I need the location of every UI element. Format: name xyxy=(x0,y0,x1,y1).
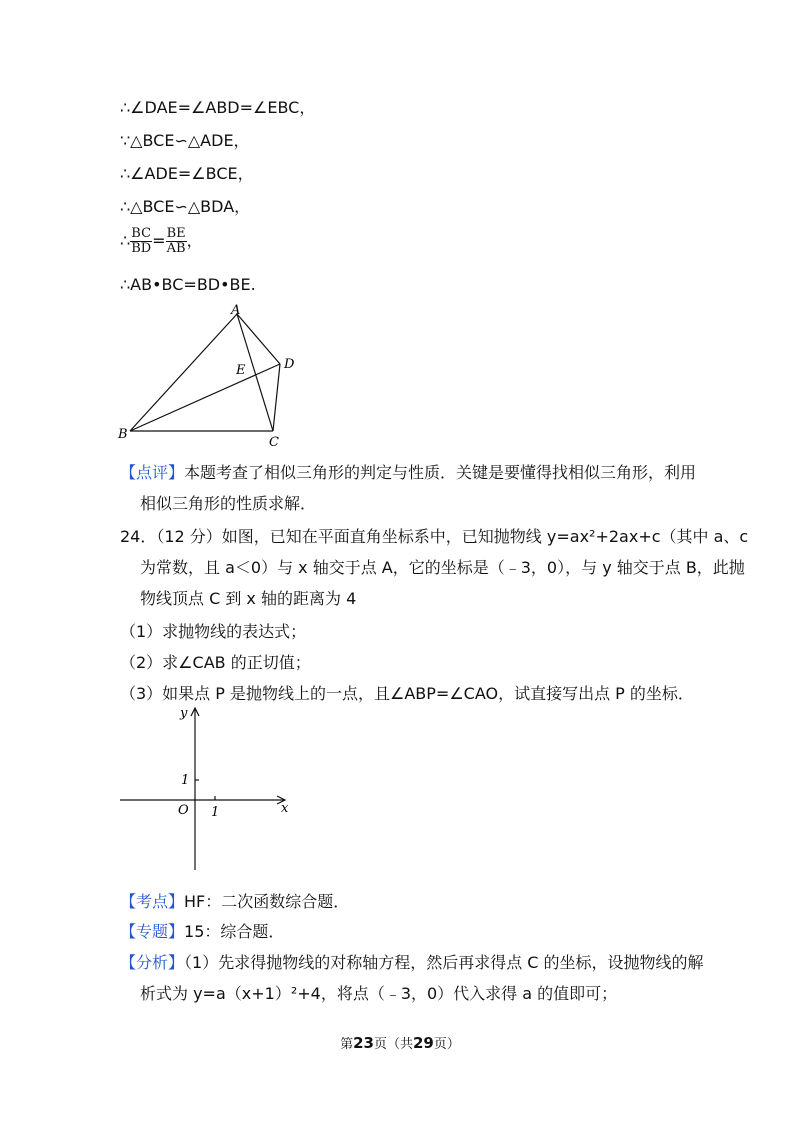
zhuanti-line xyxy=(120,922,284,942)
segment-ad xyxy=(237,314,280,364)
fraction-denominator: AB xyxy=(166,241,186,256)
comment-text-1: 本题考查了相似三角形的判定与性质．关键是要懂得找相似三角形，利用 xyxy=(184,463,697,482)
origin-label: O xyxy=(178,803,189,818)
segment-ab xyxy=(130,314,237,431)
fraction-bc-bd xyxy=(130,227,152,256)
comment-tag: 【点评】 xyxy=(120,463,185,482)
proof-line-6: ∴AB•BC=BD•BE. xyxy=(120,275,256,294)
point-c-label: C xyxy=(269,435,279,450)
x-axis-label: x xyxy=(281,801,289,816)
point-d-label: D xyxy=(284,357,295,372)
point-a-label: A xyxy=(231,303,241,318)
footer-suffix: 页） xyxy=(433,1037,460,1052)
fraction-numerator: BE xyxy=(166,226,186,241)
kaodian-text: HF：二次函数综合题． xyxy=(184,892,350,911)
fenxi-line-2: 析式为 y=a（x+1）²+4，将点（﹣3，0）代入求得 a 的值即可； xyxy=(140,984,618,1003)
question-1: （1）求抛物线的表达式； xyxy=(120,622,307,641)
proof-line-4: ∴△BCE∽△BDA， xyxy=(120,197,251,216)
fraction-be-ab xyxy=(166,227,187,256)
comma: ， xyxy=(186,231,203,250)
zhuanti-tag: 【专题】 xyxy=(120,922,185,941)
problem-24-line-1: 24．（12 分）如图，已知在平面直角坐标系中，已知抛物线 y=ax²+2ax+c（其中 a、c xyxy=(120,527,749,546)
question-2: （2）求∠CAB 的正切值； xyxy=(120,653,311,672)
question-3: （3）如果点 P 是抛物线上的一点，且∠ABP=∠CAO，试直接写出点 P 的坐标． xyxy=(120,684,694,703)
kaodian-line xyxy=(120,892,349,912)
triangle-figure xyxy=(110,300,310,450)
point-b-label: B xyxy=(118,427,128,442)
point-e-label: E xyxy=(236,363,246,378)
x-tick-label: 1 xyxy=(211,805,220,820)
proof-line-5 xyxy=(120,226,203,256)
fraction-numerator: BC xyxy=(131,226,152,241)
segment-bd xyxy=(130,364,280,431)
page-footer xyxy=(0,1033,800,1052)
proof-line-3: ∴∠ADE=∠BCE， xyxy=(120,164,254,183)
coordinate-axes-figure xyxy=(115,700,305,875)
kaodian-tag: 【考点】 xyxy=(120,892,185,911)
footer-prefix: 第 xyxy=(340,1037,354,1052)
fenxi-line-1 xyxy=(120,953,704,973)
fraction-denominator: BD xyxy=(131,241,152,256)
total-pages: 29 xyxy=(413,1034,434,1052)
y-axis-label: y xyxy=(180,706,188,721)
proof-line-2: ∵△BCE∽△ADE， xyxy=(120,131,250,150)
equals-sign: = xyxy=(152,231,166,250)
footer-middle: 页（共 xyxy=(373,1037,413,1052)
proof-line-1: ∴∠DAE=∠ABD=∠EBC， xyxy=(120,98,316,117)
therefore-symbol: ∴ xyxy=(120,231,131,250)
fenxi-tag: 【分析】 xyxy=(120,953,185,972)
problem-24-line-2: 为常数，且 a＜0）与 x 轴交于点 A，它的坐标是（﹣3，0），与 y 轴交于点 B，此抛 xyxy=(140,558,745,577)
problem-24-line-3: 物线顶点 C 到 x 轴的距离为 4 xyxy=(140,589,357,608)
comment-line-2: 相似三角形的性质求解． xyxy=(140,494,317,513)
zhuanti-text: 15：综合题． xyxy=(184,922,285,941)
comment-line-1 xyxy=(120,463,696,483)
current-page-number: 23 xyxy=(353,1034,374,1052)
segment-dc xyxy=(273,364,280,431)
fenxi-text-1: （1）先求得抛物线的对称轴方程，然后再求得点 C 的坐标，设抛物线的解 xyxy=(184,953,704,972)
y-tick-label: 1 xyxy=(181,773,190,788)
